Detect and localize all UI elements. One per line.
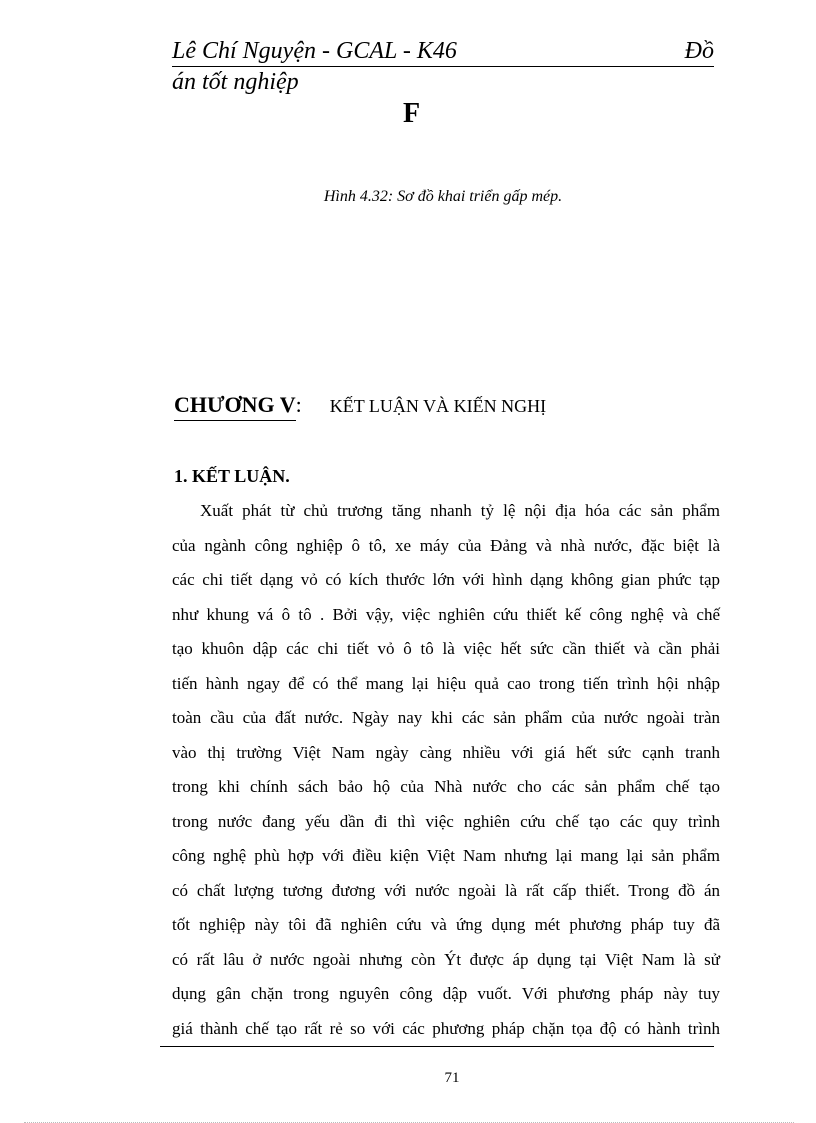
body-line: như khung vá ô tô . Bởi vậy, việc nghiên cứu thiết kế công nghệ và chế [172, 604, 720, 624]
body-line: có rất lâu ở nước ngoài nhưng còn Ýt được áp dụng tại Việt Nam là sử [172, 949, 720, 969]
header-doc-type-start: Đồ [684, 38, 714, 64]
body-line: trong nước đang yếu dần đi thì việc nghiên cứu chế tạo các quy trình [172, 811, 720, 831]
body-paragraph [172, 498, 720, 1050]
page-header [172, 36, 714, 97]
chapter-number: CHƯƠNG V [174, 392, 296, 421]
header-line [172, 36, 714, 67]
body-line: công nghệ phù hợp với điều kiện Việt Nam nhưng lại mang lại sản phẩm [172, 846, 720, 865]
body-line: Xuất phát từ chủ trương tăng nhanh tỷ lệ nội địa hóa các sản phẩm [200, 501, 720, 520]
body-line: tiến hành ngay để có thể mang lại hiệu quả cao trong tiến trình hội nhập [172, 673, 720, 693]
body-line: của ngành công nghiệp ô tô, xe máy của Đảng và nhà nước, đặc biệt là [172, 535, 720, 555]
body-line: dụng gân chặn trong nguyên công dập vuốt. Với phương pháp này tuy [172, 984, 720, 1003]
header-doc-type-end: án tốt nghiệp [172, 69, 299, 95]
chapter-separator: : [295, 392, 302, 417]
body-line: toàn cầu của đất nước. Ngày nay khi các sản phẩm của nước ngoài tràn [172, 708, 720, 727]
figure-caption: Hình 4.32: Sơ đồ khai triển gấp mép. [323, 188, 563, 205]
body-line: giá thành chế tạo rất rẻ so với các phương pháp chặn tọa độ có hành trình [172, 1018, 720, 1038]
figure-placeholder-letter: F [403, 98, 421, 129]
header-author: Lê Chí Nguyện - GCAL - K46 [172, 38, 457, 64]
body-line: có chất lượng tương đương với nước ngoài là rất cấp thiết. Trong đồ án [172, 880, 720, 900]
page-number: 71 [444, 1070, 460, 1086]
chapter-title: KẾT LUẬN VÀ KIẾN NGHỊ [329, 396, 547, 416]
body-line: các chi tiết dạng vỏ có kích thước lớn với hình dạng không gian phức tạp [172, 570, 720, 589]
chapter-heading [174, 392, 546, 421]
body-line: tốt nghiệp này tôi đã nghiên cứu và ứng dụng mét phương pháp tuy đã [172, 915, 720, 934]
footer-divider [160, 1046, 714, 1047]
body-line: tạo khuôn dập các chi tiết vỏ ô tô là việc hết sức cần thiết và cần phải [172, 639, 720, 658]
body-line: vào thị trường Việt Nam ngày càng nhiều với giá hết sức cạnh tranh [172, 742, 720, 762]
body-line: trong khi chính sách bảo hộ của Nhà nước cho các sản phẩm chế tạo [172, 777, 720, 796]
section-heading: 1. KẾT LUẬN. [174, 466, 290, 486]
